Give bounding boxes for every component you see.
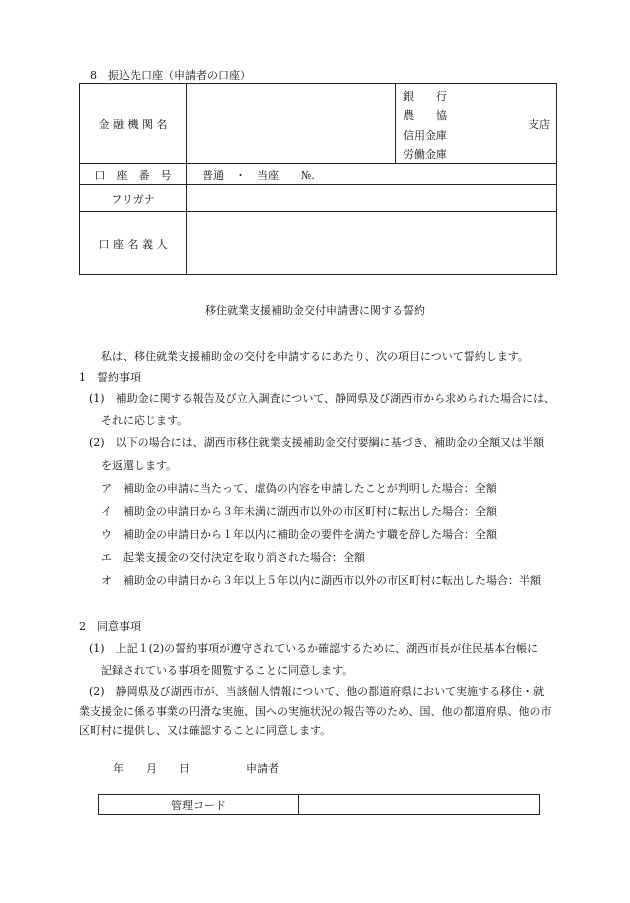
s2-item2-line1: (2) 静岡県及び湖西市が、当該個人情報について、他の都道府県において実施する移住・就 [89, 685, 545, 698]
account-holder-field[interactable] [187, 212, 556, 274]
furigana-label: フリガナ [111, 193, 155, 206]
institution-type-shinkin: 信用金庫 [403, 129, 447, 142]
section8-title: 8 振込先口座（申請者の口座） [90, 69, 251, 82]
account-number-label: 口 座 番 号 [94, 169, 172, 182]
s2-item1-line2: 記録されている事項を閲覧することに同意します。 [101, 664, 354, 677]
financial-institution-name-field[interactable] [187, 84, 395, 163]
date-day: 日 [179, 762, 190, 775]
date-year: 年 [113, 762, 124, 775]
s1-item1-line1: (1) 補助金に関する報告及び立入調査について、静岡県及び湖西市から求められた場合には、 [89, 392, 556, 405]
section1-heading: 1 誓約事項 [79, 371, 141, 384]
sub-item-e: エ 起業支援金の交付決定を取り消された場合：全額 [101, 551, 365, 564]
institution-type-bank: 銀 行 [403, 90, 447, 103]
applicant-label: 申請者 [246, 762, 279, 775]
s1-item2-line1: (2) 以下の場合には、湖西市移住就業支援補助金交付要綱に基づき、補助金の全額又は半額 [89, 436, 545, 449]
sub-item-a: ア 補助金の申請に当たって、虚偽の内容を申請したことが判明した場合：全額 [101, 482, 497, 495]
management-code-field[interactable] [299, 795, 539, 814]
s2-item2-line2: 業支援金に係る事業の円滑な実施、国への実施状況の報告等のため、国、他の都道府県、他の市 [79, 705, 552, 718]
institution-type-rokin: 労働金庫 [403, 148, 447, 161]
pledge-title: 移住就業支援補助金交付申請書に関する誓約 [205, 304, 425, 317]
s2-item1-line1: (1) 上記１(2)の誓約事項が遵守されているか確認するために、湖西市長が住民基本台帳に [89, 642, 539, 655]
date-month: 月 [146, 762, 157, 775]
s1-item2-line2: を返還します。 [101, 459, 178, 472]
management-code-label: 管理コード [171, 799, 226, 812]
sub-item-u: ウ 補助金の申請日から１年以内に補助金の要件を満たす職を辞した場合：全額 [101, 528, 497, 541]
account-holder-label: 口 座 名 義 人 [98, 238, 168, 251]
financial-institution-label: 金 融 機 関 名 [98, 118, 168, 131]
sub-item-o: オ 補助金の申請日から３年以上５年以内に湖西市以外の市区町村に転出した場合：半額 [101, 574, 541, 587]
section2-heading: 2 同意事項 [79, 620, 141, 633]
account-type-options[interactable]: 普通 ・ 当座 №. [202, 169, 315, 182]
branch-suffix: 支店 [528, 118, 550, 131]
s2-item2-line3: 区町村に提供し、又は確認することに同意します。 [79, 724, 332, 737]
pledge-intro: 私は、移住就業支援補助金の交付を申請するにあたり、次の項目について誓約します。 [101, 350, 529, 363]
sub-item-i: イ 補助金の申請日から３年未満に湖西市以外の市区町村に転出した場合：全額 [101, 505, 497, 518]
institution-type-agricultural-coop: 農 協 [403, 109, 447, 122]
furigana-field[interactable] [187, 185, 556, 211]
s1-item1-line2: それに応じます。 [101, 414, 189, 427]
